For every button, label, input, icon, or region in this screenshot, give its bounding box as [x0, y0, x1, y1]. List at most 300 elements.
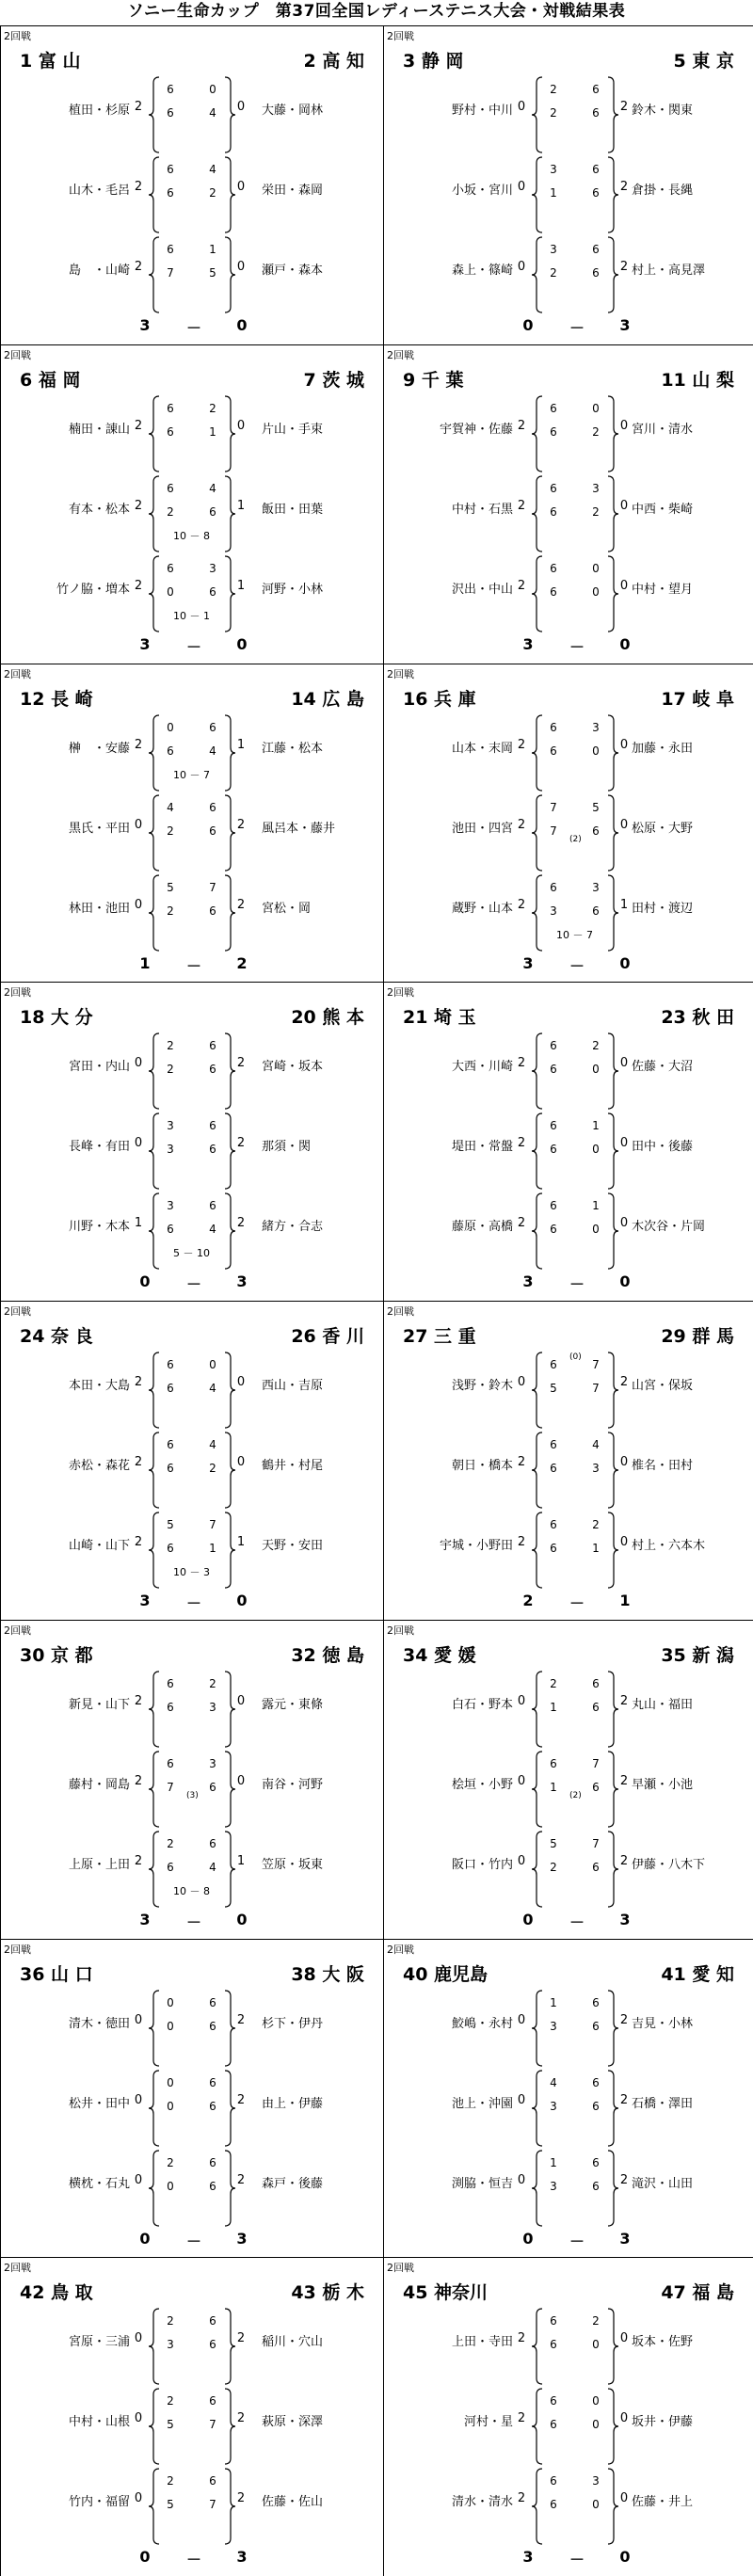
left-brace — [530, 1750, 545, 1829]
game-score-a: 5 — [167, 2418, 174, 2432]
left-brace — [147, 1431, 162, 1510]
sets-won-a: 2 — [517, 498, 526, 513]
round-label: 2回戦 — [387, 986, 414, 1000]
game-score-b: 6 — [209, 2394, 216, 2408]
sets-won-b: 0 — [619, 737, 629, 752]
player-pair-a: 楠田・諌山 — [68, 422, 130, 437]
player-pair-b: 佐藤・井上 — [632, 2495, 694, 2510]
player-pair-b: 片山・手束 — [262, 422, 324, 437]
match-tiebreak-score: 10 － 3 — [173, 1566, 210, 1578]
sets-won-a: 0 — [517, 180, 526, 194]
sets-won-b: 2 — [619, 1773, 629, 1788]
game-score-b: 0 — [209, 1358, 216, 1371]
result-dash: － — [185, 319, 201, 337]
game-score-b: 6 — [209, 1780, 216, 1794]
sets-won-a: 2 — [517, 1535, 526, 1549]
player-pair-a: 沢出・中山 — [451, 582, 513, 597]
right-brace — [605, 2069, 620, 2148]
right-brace — [222, 1830, 237, 1909]
game-score-a: 2 — [167, 1836, 174, 1850]
game-score-b: 6 — [209, 2179, 216, 2193]
sets-won-b: 0 — [236, 1375, 246, 1389]
sets-won-a: 2 — [517, 2491, 526, 2506]
player-pair-a: 中村・石黒 — [451, 502, 513, 517]
right-brace — [605, 2149, 620, 2228]
player-pair-a: 池上・沖園 — [451, 2096, 513, 2111]
game-score-a: 2 — [167, 504, 174, 519]
team-b-wins: 0 — [236, 316, 248, 334]
game-score-b: 6 — [592, 106, 600, 120]
player-pair-a: 宮田・内山 — [68, 1060, 130, 1075]
right-brace — [222, 1431, 237, 1510]
game-score-a: 6 — [167, 186, 174, 200]
game-score-b: 6 — [592, 163, 600, 176]
player-pair-b: 鶴井・村尾 — [262, 1459, 324, 1473]
player-pair-a: 宇城・小野田 — [439, 1539, 513, 1553]
game-score-b: 4 — [209, 163, 216, 176]
match-tiebreak-score: 10 － 1 — [173, 609, 210, 622]
team-b-wins: 2 — [236, 953, 248, 972]
team-b-name: 11 山 梨 — [661, 369, 734, 391]
game-score-b: 3 — [592, 880, 600, 894]
match-card — [1, 1302, 384, 1621]
team-b-wins: 0 — [236, 1910, 248, 1928]
match-tiebreak-score: 10 － 8 — [173, 1884, 210, 1897]
team-b-name: 14 広 島 — [291, 688, 364, 710]
sets-won-a: 2 — [134, 260, 143, 274]
match-card — [1, 983, 384, 1302]
game-score-a: 3 — [550, 904, 557, 918]
team-b-name: 26 香 川 — [291, 1326, 364, 1347]
team-b-name: 5 東 京 — [673, 51, 734, 72]
game-score-a: 6 — [167, 481, 174, 495]
match-card — [384, 1940, 753, 2259]
game-score-b: 6 — [209, 800, 216, 814]
team-b-wins: 0 — [619, 1272, 631, 1291]
game-score-a: 3 — [550, 243, 557, 256]
player-pair-a: 宇賀神・佐藤 — [439, 422, 513, 437]
sets-won-a: 2 — [517, 817, 526, 832]
game-score-b: 6 — [592, 824, 600, 838]
left-brace — [147, 2467, 162, 2546]
game-score-a: 6 — [167, 401, 174, 415]
team-a-name: 21 埼 玉 — [403, 1007, 476, 1029]
game-score-a: 3 — [167, 1199, 174, 1213]
sets-won-b: 2 — [619, 2172, 629, 2187]
game-score-a: 2 — [550, 106, 557, 120]
game-score-a: 2 — [550, 83, 557, 96]
team-a-wins: 3 — [522, 2548, 534, 2567]
team-a-name: 18 大 分 — [20, 1007, 93, 1029]
round-label: 2回戦 — [387, 1624, 414, 1637]
left-brace — [530, 1112, 545, 1191]
game-score-b: 4 — [209, 106, 216, 120]
game-score-b: 6 — [592, 1860, 600, 1874]
sets-won-a: 0 — [134, 1136, 143, 1151]
right-brace — [222, 235, 237, 314]
player-pair-a: 長峰・有田 — [68, 1140, 130, 1155]
left-brace — [147, 554, 162, 633]
sets-won-b: 0 — [619, 817, 629, 832]
right-brace — [605, 1670, 620, 1749]
game-score-a: 2 — [167, 2394, 174, 2408]
game-score-b: 6 — [209, 1995, 216, 2009]
player-pair-b: 宮崎・坂本 — [262, 1060, 324, 1075]
left-brace — [147, 1112, 162, 1191]
right-brace — [222, 1670, 237, 1749]
game-score-b: 2 — [592, 424, 600, 439]
game-score-b: 0 — [592, 2498, 600, 2512]
sets-won-b: 0 — [236, 260, 246, 274]
left-brace — [147, 394, 162, 473]
team-b-wins: 0 — [619, 2548, 631, 2567]
player-pair-b: 森戸・後藤 — [262, 2176, 324, 2191]
left-brace — [147, 2069, 162, 2148]
sets-won-b: 0 — [236, 180, 246, 194]
tiebreak-note: (2) — [569, 834, 582, 844]
right-brace — [222, 1032, 237, 1111]
game-score-a: 7 — [550, 800, 557, 814]
team-a-wins: 3 — [522, 1272, 534, 1291]
sets-won-b: 1 — [236, 1535, 246, 1549]
game-score-a: 7 — [167, 1780, 174, 1794]
left-brace — [530, 1192, 545, 1271]
game-score-a: 6 — [550, 584, 557, 599]
player-pair-b: 村上・六本木 — [632, 1539, 706, 1553]
left-brace — [147, 793, 162, 872]
player-pair-a: 竹ノ脇・増本 — [56, 582, 130, 597]
game-score-a: 0 — [167, 584, 174, 599]
game-score-a: 2 — [167, 2474, 174, 2488]
game-score-b: 6 — [592, 2099, 600, 2113]
right-brace — [605, 1511, 620, 1590]
game-score-b: 0 — [592, 1143, 600, 1157]
game-score-b: 7 — [209, 1518, 216, 1531]
sets-won-a: 0 — [517, 2092, 526, 2107]
sets-won-b: 0 — [619, 1056, 629, 1071]
left-brace — [530, 235, 545, 314]
sets-won-b: 0 — [619, 2491, 629, 2506]
sets-won-b: 1 — [619, 897, 629, 912]
right-brace — [605, 75, 620, 154]
game-score-b: 6 — [592, 243, 600, 256]
sets-won-b: 2 — [619, 100, 629, 114]
result-dash: － — [185, 2551, 201, 2569]
game-score-a: 3 — [550, 2099, 557, 2113]
left-brace — [147, 2307, 162, 2386]
player-pair-a: 島 ・山崎 — [68, 264, 130, 278]
match-card — [1, 345, 384, 664]
game-score-a: 1 — [550, 186, 557, 200]
left-brace — [147, 2387, 162, 2466]
player-pair-b: 加藤・永田 — [632, 741, 694, 756]
player-pair-a: 鮫嶋・永村 — [451, 2016, 513, 2031]
player-pair-b: 西山・吉原 — [262, 1379, 324, 1393]
right-brace — [222, 1750, 237, 1829]
player-pair-b: 那須・関 — [262, 1140, 312, 1155]
sets-won-b: 2 — [619, 260, 629, 274]
result-dash: － — [569, 1275, 585, 1294]
round-label: 2回戦 — [387, 2262, 414, 2275]
sets-won-b: 2 — [236, 1136, 246, 1151]
right-brace — [605, 1431, 620, 1510]
game-score-a: 5 — [167, 2498, 174, 2512]
sets-won-b: 1 — [236, 1853, 246, 1868]
game-score-a: 1 — [550, 1995, 557, 2009]
result-dash: － — [569, 1594, 585, 1612]
game-score-a: 6 — [167, 1756, 174, 1770]
game-score-b: 3 — [209, 561, 216, 575]
player-pair-b: 木次谷・片岡 — [632, 1220, 706, 1235]
sets-won-b: 2 — [619, 2012, 629, 2027]
game-score-a: 6 — [550, 2338, 557, 2352]
player-pair-a: 白石・野本 — [451, 1697, 513, 1712]
player-pair-b: 鈴木・関東 — [632, 104, 694, 118]
game-score-b: 6 — [592, 2155, 600, 2169]
sets-won-a: 2 — [517, 1056, 526, 1071]
game-score-b: 6 — [209, 1143, 216, 1157]
game-score-b: 6 — [209, 504, 216, 519]
sets-won-a: 2 — [517, 578, 526, 593]
game-score-a: 2 — [167, 824, 174, 838]
team-b-name: 20 熊 本 — [291, 1007, 364, 1029]
game-score-b: 6 — [209, 2155, 216, 2169]
sets-won-a: 0 — [134, 897, 143, 912]
game-score-a: 2 — [167, 904, 174, 918]
game-score-a: 6 — [550, 1039, 557, 1053]
team-a-name: 6 福 岡 — [20, 369, 81, 391]
sets-won-a: 2 — [517, 418, 526, 433]
game-score-a: 6 — [167, 744, 174, 758]
game-score-a: 1 — [550, 2155, 557, 2169]
player-pair-b: 伊藤・八木下 — [632, 1857, 706, 1872]
game-score-a: 5 — [167, 880, 174, 894]
game-score-b: 0 — [592, 2394, 600, 2408]
game-score-a: 6 — [167, 1860, 174, 1874]
sets-won-b: 2 — [619, 2092, 629, 2107]
game-score-b: 6 — [209, 2075, 216, 2089]
game-score-a: 5 — [167, 1518, 174, 1531]
right-brace — [222, 793, 237, 872]
game-score-b: 6 — [592, 1700, 600, 1714]
sets-won-a: 2 — [134, 1853, 143, 1868]
result-dash: － — [185, 956, 201, 975]
game-score-a: 6 — [550, 744, 557, 758]
team-a-wins: 3 — [522, 953, 534, 972]
player-pair-b: 河野・小林 — [262, 582, 324, 597]
game-score-b: 6 — [209, 824, 216, 838]
result-dash: － — [569, 2232, 585, 2250]
team-a-wins: 0 — [139, 2548, 151, 2567]
game-score-a: 6 — [550, 2314, 557, 2328]
game-score-a: 1 — [550, 1700, 557, 1714]
team-b-wins: 1 — [619, 1592, 631, 1609]
sets-won-a: 0 — [134, 2012, 143, 2027]
player-pair-b: 早瀬・小池 — [632, 1777, 694, 1792]
right-brace — [222, 554, 237, 633]
match-tiebreak-score: 5 － 10 — [173, 1247, 210, 1260]
right-brace — [605, 2387, 620, 2466]
sets-won-b: 0 — [619, 1535, 629, 1549]
result-dash: － — [569, 319, 585, 337]
left-brace — [147, 155, 162, 234]
tiebreak-note: (0) — [569, 1352, 582, 1362]
sets-won-b: 2 — [619, 1693, 629, 1708]
game-score-a: 0 — [167, 2179, 174, 2193]
game-score-b: 6 — [209, 584, 216, 599]
game-score-b: 4 — [592, 1438, 600, 1451]
team-a-name: 3 静 岡 — [403, 51, 464, 72]
right-brace — [222, 2387, 237, 2466]
sets-won-b: 2 — [236, 2491, 246, 2506]
team-a-wins: 3 — [139, 1592, 151, 1609]
game-score-b: 7 — [592, 1382, 600, 1395]
player-pair-b: 緒方・合志 — [262, 1220, 324, 1235]
sets-won-b: 0 — [236, 1693, 246, 1708]
sets-won-b: 1 — [236, 737, 246, 752]
right-brace — [605, 2307, 620, 2386]
sets-won-a: 0 — [134, 2411, 143, 2426]
match-card — [384, 1302, 753, 1621]
team-a-wins: 3 — [139, 1910, 151, 1928]
player-pair-a: 大西・川崎 — [451, 1060, 513, 1075]
results-grid — [0, 25, 753, 2576]
sets-won-a: 2 — [134, 578, 143, 593]
match-tiebreak-score: 10 － 8 — [173, 529, 210, 542]
player-pair-a: 川野・木本 — [68, 1220, 130, 1235]
match-card — [384, 1621, 753, 1940]
round-label: 2回戦 — [4, 1943, 31, 1956]
game-score-a: 6 — [167, 163, 174, 176]
game-score-b: 6 — [209, 1836, 216, 1850]
player-pair-a: 蔵野・山本 — [451, 901, 513, 916]
right-brace — [222, 75, 237, 154]
right-brace — [605, 713, 620, 792]
sets-won-b: 2 — [236, 897, 246, 912]
sets-won-a: 0 — [134, 2172, 143, 2187]
player-pair-a: 桧垣・小野 — [451, 1777, 513, 1792]
right-brace — [222, 1192, 237, 1271]
sets-won-a: 0 — [134, 2491, 143, 2506]
sets-won-a: 1 — [134, 1216, 143, 1231]
game-score-b: 6 — [592, 186, 600, 200]
player-pair-b: 椎名・田村 — [632, 1459, 694, 1473]
game-score-a: 6 — [550, 2474, 557, 2488]
sets-won-a: 2 — [517, 737, 526, 752]
game-score-a: 6 — [550, 2394, 557, 2408]
game-score-b: 6 — [592, 2019, 600, 2033]
player-pair-b: 丸山・福田 — [632, 1697, 694, 1712]
player-pair-a: 藤村・岡島 — [68, 1777, 130, 1792]
match-tiebreak-score: 10 － 7 — [556, 928, 593, 941]
player-pair-a: 赤松・森花 — [68, 1459, 130, 1473]
match-card — [384, 345, 753, 664]
game-score-a: 6 — [550, 1119, 557, 1133]
round-label: 2回戦 — [387, 667, 414, 680]
sets-won-b: 2 — [619, 1853, 629, 1868]
game-score-b: 3 — [592, 720, 600, 734]
game-score-b: 7 — [209, 2498, 216, 2512]
player-pair-a: 池田・四宮 — [451, 821, 513, 836]
game-score-a: 0 — [167, 2075, 174, 2089]
sets-won-b: 2 — [236, 1056, 246, 1071]
team-a-wins: 3 — [139, 316, 151, 334]
left-brace — [530, 2069, 545, 2148]
game-score-a: 3 — [550, 163, 557, 176]
sets-won-b: 1 — [236, 578, 246, 593]
match-card — [1, 1940, 384, 2259]
left-brace — [530, 2467, 545, 2546]
player-pair-a: 阪口・竹内 — [451, 1857, 513, 1872]
game-score-a: 0 — [167, 2099, 174, 2113]
player-pair-a: 清木・徳田 — [68, 2016, 130, 2031]
game-score-b: 0 — [592, 2338, 600, 2352]
team-a-name: 40 鹿児島 — [403, 1963, 489, 1985]
team-a-wins: 3 — [139, 634, 151, 653]
player-pair-b: 南谷・河野 — [262, 1777, 324, 1792]
game-score-b: 6 — [209, 2338, 216, 2352]
game-score-a: 6 — [550, 720, 557, 734]
round-label: 2回戦 — [4, 1624, 31, 1637]
player-pair-b: 瀬戸・森本 — [262, 264, 324, 278]
game-score-a: 4 — [550, 2075, 557, 2089]
player-pair-a: 山木・毛呂 — [68, 184, 130, 198]
player-pair-b: 天野・安田 — [262, 1539, 324, 1553]
game-score-b: 6 — [209, 1199, 216, 1213]
sets-won-b: 0 — [619, 498, 629, 513]
player-pair-b: 滝沢・山田 — [632, 2176, 694, 2191]
game-score-b: 0 — [592, 561, 600, 575]
team-b-wins: 0 — [619, 953, 631, 972]
game-score-a: 6 — [167, 1223, 174, 1237]
right-brace — [605, 1351, 620, 1430]
game-score-a: 2 — [550, 266, 557, 280]
team-b-name: 29 群 馬 — [661, 1326, 734, 1347]
player-pair-a: 植田・杉原 — [68, 104, 130, 118]
left-brace — [530, 713, 545, 792]
match-tiebreak-score: 10 － 7 — [173, 768, 210, 781]
player-pair-a: 新見・山下 — [68, 1697, 130, 1712]
team-b-name: 2 高 知 — [303, 51, 364, 72]
game-score-b: 6 — [209, 1063, 216, 1077]
player-pair-b: 笠原・坂東 — [262, 1857, 324, 1872]
team-a-name: 9 千 葉 — [403, 369, 464, 391]
game-score-b: 0 — [592, 401, 600, 415]
team-b-name: 32 徳 島 — [291, 1644, 364, 1666]
game-score-b: 1 — [209, 243, 216, 256]
team-b-name: 47 福 島 — [661, 2282, 734, 2304]
sets-won-a: 0 — [517, 2172, 526, 2187]
left-brace — [147, 1351, 162, 1430]
team-b-name: 17 岐 阜 — [661, 688, 734, 710]
game-score-a: 6 — [550, 481, 557, 495]
right-brace — [222, 1112, 237, 1191]
left-brace — [530, 1032, 545, 1111]
game-score-a: 6 — [550, 1756, 557, 1770]
team-a-name: 1 富 山 — [20, 51, 81, 72]
game-score-b: 6 — [209, 1039, 216, 1053]
team-a-wins: 0 — [522, 2229, 534, 2248]
tiebreak-note: (2) — [569, 1790, 582, 1800]
left-brace — [147, 873, 162, 952]
player-pair-b: 中村・望月 — [632, 582, 694, 597]
team-a-name: 27 三 重 — [403, 1326, 476, 1347]
player-pair-a: 野村・中川 — [451, 104, 513, 118]
right-brace — [222, 1351, 237, 1430]
left-brace — [530, 394, 545, 473]
game-score-b: 0 — [592, 1063, 600, 1077]
left-brace — [530, 1511, 545, 1590]
